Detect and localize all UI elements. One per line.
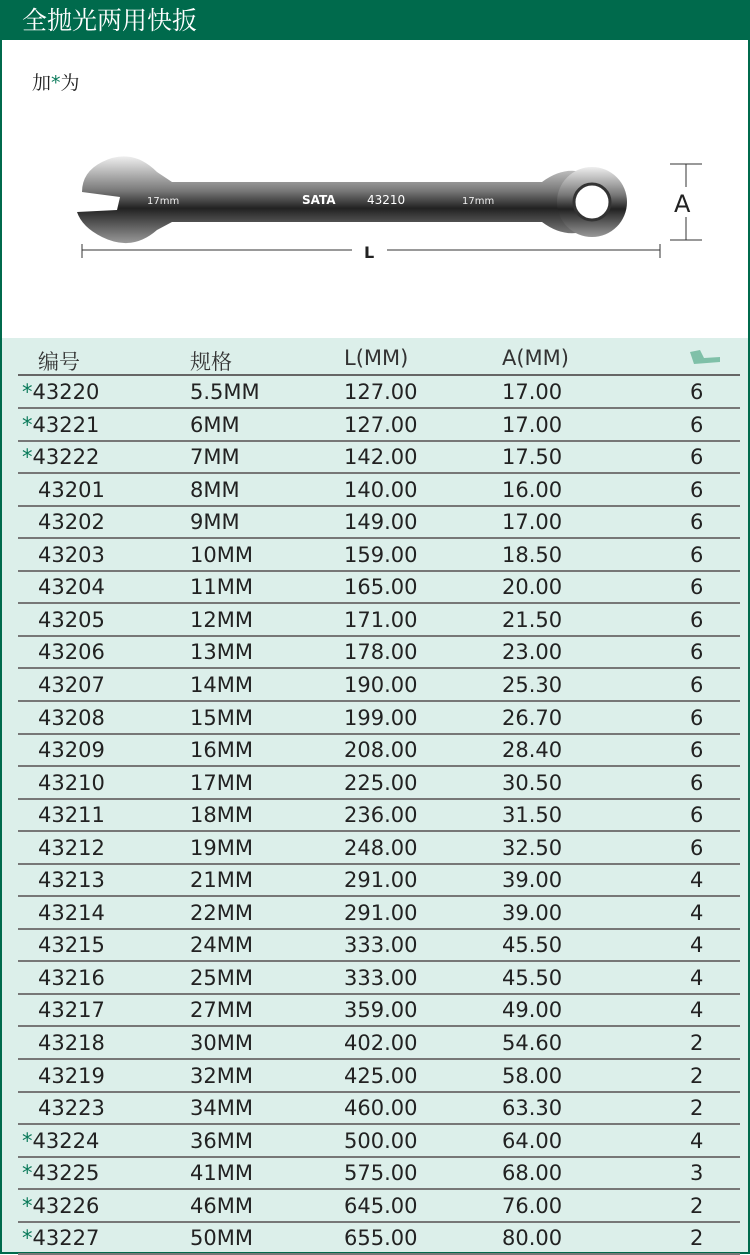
page-title: 全抛光两用快扳 (2, 2, 748, 40)
cell-spec: 13MM (190, 640, 253, 665)
cell-code (38, 543, 105, 567)
cell-length: 236.00 (344, 803, 418, 828)
cell-a: 49.00 (502, 998, 563, 1023)
brand-logo: SATA (302, 193, 336, 207)
code-text: 43201 (38, 477, 105, 502)
star-marker: * (51, 72, 61, 94)
cell-a: 18.50 (502, 542, 563, 567)
cell-code (38, 998, 105, 1022)
cell-a: 64.00 (502, 1128, 563, 1153)
cell-code (38, 1064, 105, 1088)
cell-qty: 4 (690, 933, 704, 958)
table-row (18, 441, 740, 474)
header-spec: 规格 (190, 350, 232, 374)
cell-qty: 6 (690, 803, 704, 828)
cell-qty: 2 (690, 1226, 704, 1251)
box-pack-icon (690, 350, 720, 364)
cell-qty: 2 (690, 1063, 704, 1088)
cell-a: 26.70 (502, 705, 563, 730)
cell-spec: 18MM (190, 803, 253, 828)
cell-code (38, 771, 105, 795)
cell-qty: 6 (690, 510, 704, 535)
cell-qty: 4 (690, 868, 704, 893)
star-marker: * (22, 1161, 33, 1186)
cell-spec: 19MM (190, 835, 253, 860)
cell-qty: 2 (690, 1193, 704, 1218)
cell-a: 39.00 (502, 868, 563, 893)
cell-spec: 17MM (190, 770, 253, 795)
cell-code (38, 510, 105, 534)
legend-note (32, 68, 80, 95)
cell-a: 63.30 (502, 1096, 563, 1121)
cell-a: 80.00 (502, 1226, 563, 1251)
cell-qty: 4 (690, 998, 704, 1023)
cell-a: 16.00 (502, 477, 563, 502)
cell-spec: 24MM (190, 933, 253, 958)
cell-a: 17.50 (502, 445, 563, 470)
dimension-A-label: A (674, 190, 691, 218)
cell-length: 333.00 (344, 933, 418, 958)
cell-spec: 21MM (190, 868, 253, 893)
code-text: 43208 (38, 705, 105, 730)
code-text: 43217 (38, 998, 105, 1023)
cell-spec: 22MM (190, 900, 253, 925)
star-marker: * (22, 380, 33, 404)
cell-length: 199.00 (344, 705, 418, 730)
table-row (18, 929, 740, 962)
table-row (18, 1027, 740, 1060)
cell-qty: 2 (690, 1096, 704, 1121)
cell-a: 30.50 (502, 770, 563, 795)
table-row (18, 571, 740, 604)
cell-qty: 4 (690, 1128, 704, 1153)
table-row (18, 376, 740, 409)
cell-a: 25.30 (502, 672, 563, 697)
cell-length: 165.00 (344, 575, 418, 600)
code-text: 43216 (38, 965, 105, 990)
cell-spec: 30MM (190, 1031, 253, 1055)
cell-spec: 34MM (190, 1096, 253, 1121)
cell-qty: 6 (690, 607, 704, 632)
code-text: 43212 (38, 835, 105, 860)
table-header (18, 338, 740, 376)
cell-a: 17.00 (502, 380, 563, 404)
cell-qty: 6 (690, 705, 704, 730)
cell-spec: 25MM (190, 965, 253, 990)
cell-length: 359.00 (344, 998, 418, 1023)
cell-code (38, 966, 105, 990)
cell-qty: 4 (690, 965, 704, 990)
part-number: 43210 (367, 193, 406, 207)
code-text: 43218 (38, 1031, 105, 1055)
cell-qty: 6 (690, 738, 704, 763)
code-text: 43226 (32, 1193, 100, 1218)
cell-a: 31.50 (502, 803, 563, 828)
table-row (18, 539, 740, 572)
cell-code (22, 1226, 99, 1250)
cell-spec: 5.5MM (190, 380, 260, 404)
table-row (18, 897, 740, 930)
cell-length: 127.00 (344, 380, 418, 404)
cell-length: 149.00 (344, 510, 418, 535)
cell-qty: 6 (690, 770, 704, 795)
cell-length: 248.00 (344, 835, 418, 860)
cell-qty: 6 (690, 445, 704, 470)
cell-a: 28.40 (502, 738, 563, 763)
cell-a: 21.50 (502, 607, 563, 632)
cell-code (38, 836, 105, 860)
table-row (18, 506, 740, 539)
cell-code (22, 1161, 99, 1185)
cell-a: 17.00 (502, 412, 563, 437)
cell-a: 17.00 (502, 510, 563, 535)
table-row (18, 409, 740, 442)
table-row (18, 799, 740, 832)
cell-qty: 6 (690, 542, 704, 567)
cell-qty: 6 (690, 380, 704, 404)
cell-length: 291.00 (344, 868, 418, 893)
dimension-L-label: L (364, 243, 375, 262)
cell-code (38, 868, 105, 892)
table-row (18, 767, 740, 800)
code-text: 43219 (38, 1063, 105, 1088)
code-text: 43204 (38, 575, 105, 600)
cell-a: 45.50 (502, 933, 563, 958)
cell-qty: 2 (690, 1031, 704, 1055)
cell-length: 500.00 (344, 1128, 418, 1153)
cell-qty: 3 (690, 1161, 704, 1186)
cell-length: 655.00 (344, 1226, 418, 1251)
cell-code (38, 575, 105, 599)
cell-length: 225.00 (344, 770, 418, 795)
table-row (18, 1190, 740, 1223)
table-row (18, 994, 740, 1027)
cell-code (22, 445, 99, 469)
cell-spec: 41MM (190, 1161, 253, 1186)
code-text: 43214 (38, 900, 105, 925)
code-text: 43207 (38, 672, 105, 697)
cell-qty: 6 (690, 412, 704, 437)
cell-qty: 6 (690, 672, 704, 697)
cell-code (38, 478, 105, 502)
header-code: 编号 (38, 350, 80, 374)
cell-spec: 6MM (190, 412, 240, 437)
cell-spec: 12MM (190, 607, 253, 632)
table-row (18, 1060, 740, 1093)
code-text: 43225 (32, 1161, 100, 1186)
table-row (18, 604, 740, 637)
cell-code (38, 1096, 105, 1120)
cell-length: 127.00 (344, 412, 418, 437)
cell-a: 32.50 (502, 835, 563, 860)
code-text: 43206 (38, 640, 105, 665)
code-text: 43209 (38, 738, 105, 763)
cell-code (22, 1194, 99, 1218)
code-text: 43221 (32, 412, 100, 437)
code-text: 43203 (38, 542, 105, 567)
cell-code (38, 673, 105, 697)
cell-length: 178.00 (344, 640, 418, 665)
cell-a: 76.00 (502, 1193, 563, 1218)
table-row (18, 962, 740, 995)
star-marker: * (22, 1193, 33, 1218)
code-text: 43215 (38, 933, 105, 958)
cell-length: 460.00 (344, 1096, 418, 1121)
cell-length: 171.00 (344, 607, 418, 632)
table-row (18, 1222, 740, 1255)
cell-length: 190.00 (344, 672, 418, 697)
cell-code (38, 608, 105, 632)
cell-code (38, 803, 105, 827)
code-text: 43211 (38, 803, 105, 828)
code-text: 43223 (38, 1096, 105, 1121)
table-row (18, 669, 740, 702)
cell-length: 142.00 (344, 445, 418, 470)
cell-code (38, 1031, 105, 1055)
cell-code (38, 640, 105, 664)
cell-spec: 11MM (190, 575, 253, 600)
cell-length: 645.00 (344, 1193, 418, 1218)
table-row (18, 864, 740, 897)
code-text: 43220 (32, 380, 100, 404)
wrench-diagram (62, 142, 712, 272)
wrench-image (77, 156, 627, 243)
cell-length: 291.00 (344, 900, 418, 925)
star-marker: * (22, 412, 33, 437)
table-row (18, 636, 740, 669)
note-suffix: 为 (60, 72, 80, 94)
cell-a: 39.00 (502, 900, 563, 925)
star-marker: * (22, 1226, 33, 1251)
cell-a: 20.00 (502, 575, 563, 600)
table-row (18, 474, 740, 507)
code-text: 43210 (38, 770, 105, 795)
cell-spec: 7MM (190, 445, 240, 470)
cell-length: 159.00 (344, 542, 418, 567)
size-label-left: 17mm (147, 196, 180, 207)
cell-spec: 9MM (190, 510, 240, 535)
table-row (18, 1092, 740, 1125)
cell-spec: 10MM (190, 542, 253, 567)
cell-code (38, 738, 105, 762)
cell-a: 68.00 (502, 1161, 563, 1186)
code-text: 43213 (38, 868, 105, 893)
cell-qty: 4 (690, 900, 704, 925)
cell-spec: 50MM (190, 1226, 253, 1251)
cell-length: 402.00 (344, 1031, 418, 1055)
table-row (18, 1157, 740, 1190)
header-length: L(MM) (344, 346, 409, 370)
table-row (18, 832, 740, 865)
cell-spec: 46MM (190, 1193, 253, 1218)
cell-code (22, 413, 99, 437)
spec-table (2, 338, 748, 1252)
cell-a: 54.60 (502, 1031, 563, 1055)
cell-length: 425.00 (344, 1063, 418, 1088)
table-row (18, 702, 740, 735)
cell-spec: 36MM (190, 1128, 253, 1153)
note-prefix: 加 (32, 72, 52, 94)
cell-spec: 27MM (190, 998, 253, 1023)
cell-qty: 6 (690, 835, 704, 860)
star-marker: * (22, 445, 33, 470)
code-text: 43227 (32, 1226, 100, 1251)
cell-code (22, 380, 99, 404)
code-text: 43222 (32, 445, 100, 470)
cell-code (38, 901, 105, 925)
cell-code (22, 1129, 99, 1153)
cell-a: 23.00 (502, 640, 563, 665)
cell-spec: 32MM (190, 1063, 253, 1088)
cell-a: 58.00 (502, 1063, 563, 1088)
cell-spec: 14MM (190, 672, 253, 697)
table-row (18, 734, 740, 767)
table-row (18, 1125, 740, 1158)
code-text: 43202 (38, 510, 105, 535)
cell-qty: 6 (690, 575, 704, 600)
cell-code (38, 933, 105, 957)
cell-a: 45.50 (502, 965, 563, 990)
cell-code (38, 706, 105, 730)
code-text: 43224 (32, 1128, 100, 1153)
header-a: A(MM) (502, 346, 569, 370)
size-label-right: 17mm (462, 196, 495, 207)
cell-length: 333.00 (344, 965, 418, 990)
cell-qty: 6 (690, 477, 704, 502)
cell-length: 140.00 (344, 477, 418, 502)
cell-length: 208.00 (344, 738, 418, 763)
cell-qty: 6 (690, 640, 704, 665)
star-marker: * (22, 1128, 33, 1153)
cell-length: 575.00 (344, 1161, 418, 1186)
code-text: 43205 (38, 607, 105, 632)
cell-spec: 16MM (190, 738, 253, 763)
cell-spec: 15MM (190, 705, 253, 730)
cell-spec: 8MM (190, 477, 240, 502)
